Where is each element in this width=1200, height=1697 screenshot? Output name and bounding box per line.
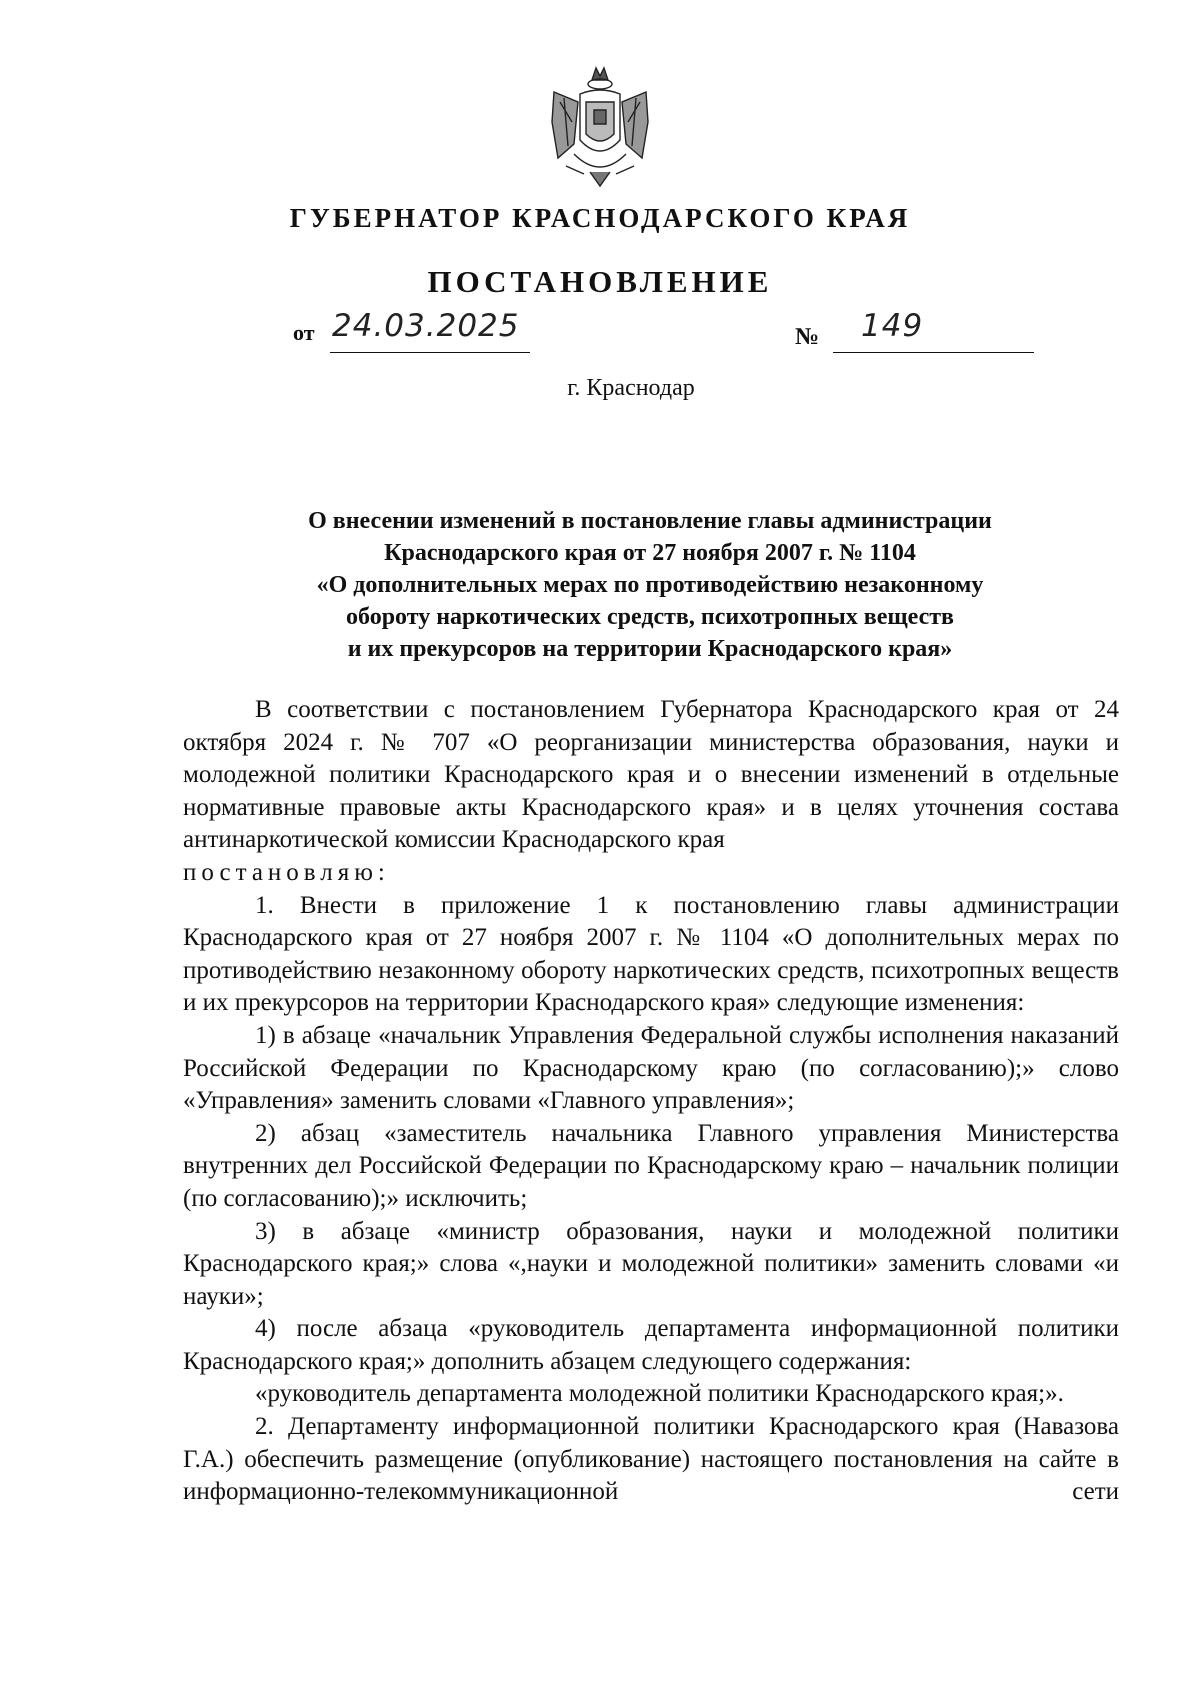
title-line: О внесении изменений в постановление главы администрации — [308, 508, 992, 534]
issuing-authority: ГУБЕРНАТОР КРАСНОДАРСКОГО КРАЯ — [289, 203, 911, 233]
decree-word: постановляю: — [183, 858, 390, 886]
date-value: 24.03.2025 — [332, 308, 520, 344]
item-1-paragraph: 1. Внести в приложение 1 к постановлению главы администрации Краснодарского края от 27 ноября 2007 г. № 1104 «О дополнительных мерах по противодействию незаконному обороту наркотических средств, психотропных веществ и их прекурсоров на территории Краснодарского края» следующие изменения: — [183, 891, 1119, 1017]
item-2-paragraph: 2. Департаменту информационной политики Краснодарского края (Навазова Г.А.) обеспечить размещение (опубликование) настоящего постановления на сайте в информационно-телекоммуникационной сети — [183, 1413, 1119, 1506]
document-body — [183, 694, 1119, 1509]
sub-item-2-paragraph: 2) абзац «заместитель начальника Главного управления Министерства внутренних дел Российской Федерации по Краснодарскому краю – начальник полиции (по согласованию);» исключить; — [183, 1119, 1119, 1212]
date-prefix: от — [293, 320, 315, 345]
title-line: Краснодарского края от 27 ноября 2007 г. № 1104 — [384, 540, 916, 566]
number-label: № — [795, 324, 820, 350]
number-value: 149 — [861, 308, 924, 344]
sub-item-1-paragraph: 1) в абзаце «начальник Управления Федеральной службы исполнения наказаний Российской Федерации по Краснодарскому краю (по согласованию);» слово «Управления» заменить словами «Главного управления»; — [183, 1021, 1119, 1115]
document-title — [185, 505, 1115, 665]
krasnodar-coat-of-arms-icon — [544, 62, 656, 192]
preamble-paragraph: В соответствии с постановлением Губернатора Краснодарского края от 24 октября 2024 г. № 707 «О реорганизации министерства образования, науки и молодежной политики Краснодарского края и о внесении изменений в отдельные нормативные правовые акты Краснодарского края» и в целях уточнения состава антинаркотической комиссии Краснодарского края — [183, 696, 1119, 854]
date-field — [330, 308, 530, 353]
number-field — [833, 308, 1034, 353]
sub-item-3-paragraph: 3) в абзаце «министр образования, науки и молодежной политики Краснодарского края;» слова «,науки и молодежной политики» заменить словами «и науки»; — [183, 1217, 1119, 1310]
title-line: и их прекурсоров на территории Краснодарского края» — [347, 636, 953, 662]
document-type: ПОСТАНОВЛЕНИЕ — [427, 264, 773, 299]
sub-item-4-paragraph: 4) после абзаца «руководитель департамента информационной политики Краснодарского края;» дополнить абзацем следующего содержания: — [183, 1315, 1119, 1375]
title-line: «О дополнительных мерах по противодействию незаконному — [316, 572, 984, 598]
sub-item-4-quote: «руководитель департамента молодежной политики Краснодарского края;». — [255, 1380, 1064, 1408]
title-line: обороту наркотических средств, психотропных веществ — [346, 604, 954, 630]
city: г. Краснодар — [567, 375, 695, 401]
